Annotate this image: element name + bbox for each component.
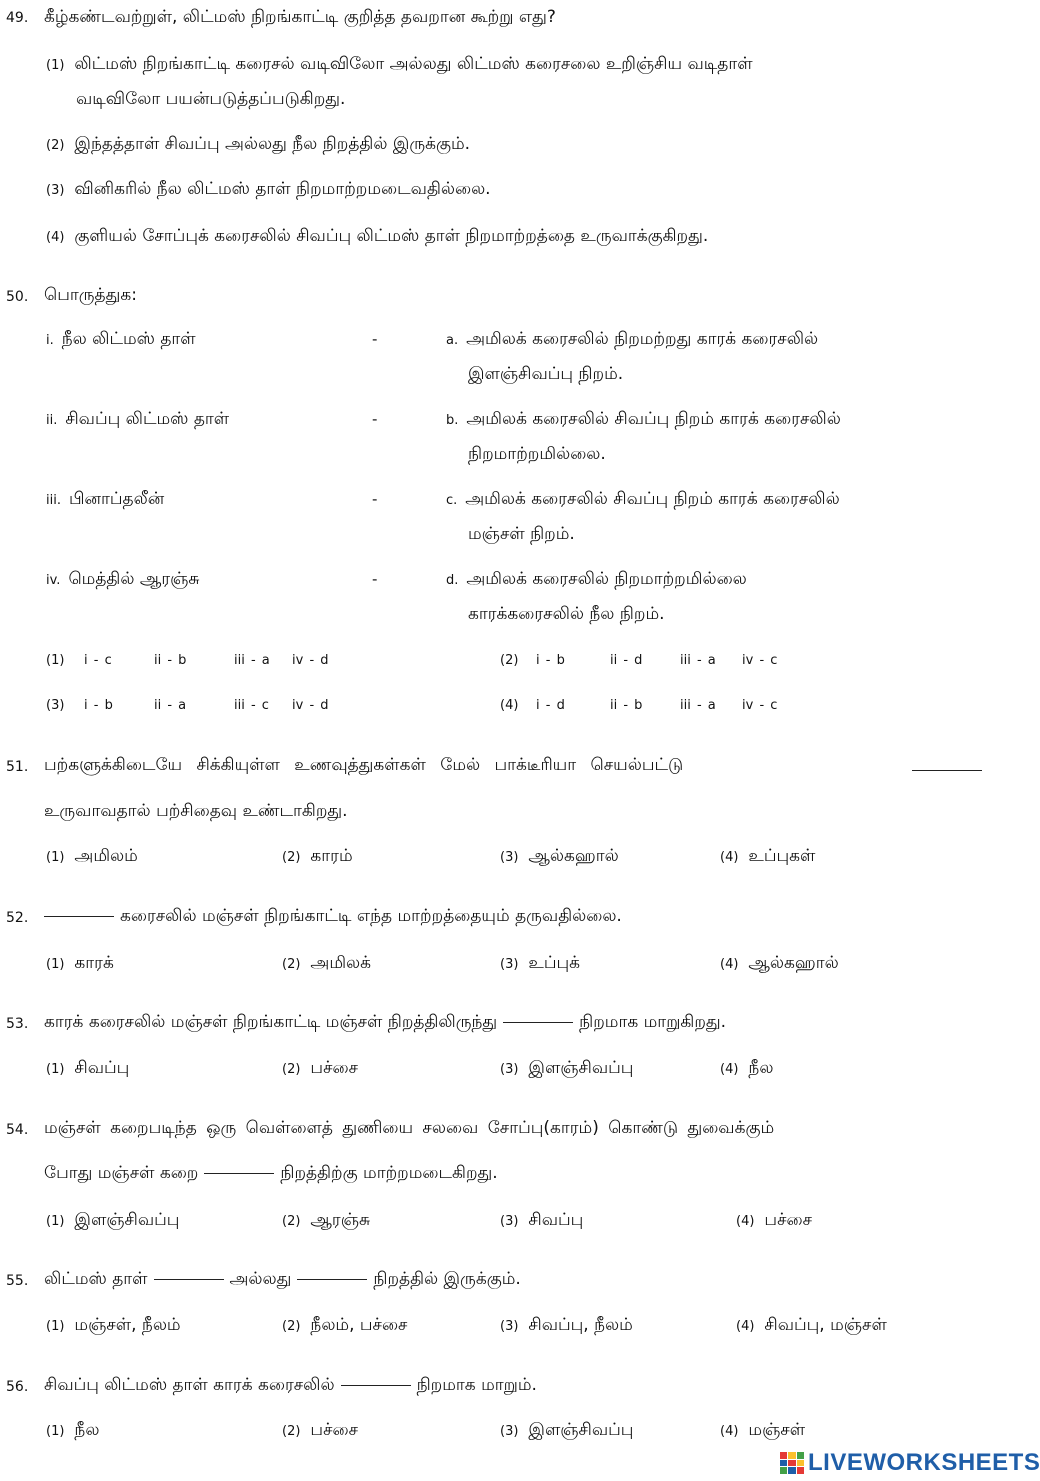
question-number: 54. <box>6 1122 29 1138</box>
answer-blank[interactable] <box>204 1172 274 1174</box>
dash: - <box>372 570 378 588</box>
match-right-c: c. அமிலக் கரைசலில் சிவப்பு நிறம் காரக் கரைசலில் <box>446 489 840 509</box>
option-4[interactable]: (4) ஆல்கஹால் <box>720 953 839 973</box>
option-2[interactable]: (2) ஆரஞ்சு <box>282 1210 371 1230</box>
option-3[interactable]: (3) சிவப்பு <box>500 1210 584 1230</box>
option-1[interactable]: (1) மஞ்சள், நீலம் <box>46 1315 181 1335</box>
option-4[interactable]: (4) உப்புகள் <box>720 846 816 866</box>
option-4[interactable]: (4) நீல <box>720 1058 774 1078</box>
question-text: கீழ்கண்டவற்றுள், லிட்மஸ் நிறங்காட்டி குறித்த தவறான கூற்று எது? <box>44 7 556 27</box>
question-number: 50. <box>6 289 29 305</box>
question-number: 49. <box>6 10 29 26</box>
option-1[interactable]: (1) இளஞ்சிவப்பு <box>46 1210 180 1230</box>
option-1[interactable]: (1) லிட்மஸ் நிறங்காட்டி கரைசல் வடிவிலோ அல்லது லிட்மஸ் கரைசலை உறிஞ்சிய வடிதாள் <box>46 54 753 74</box>
match-right-c-continued: மஞ்சள் நிறம். <box>468 524 575 544</box>
dash: - <box>372 410 378 428</box>
option-2[interactable]: (2) அமிலக் <box>282 953 372 973</box>
answer-blank[interactable] <box>503 1021 573 1023</box>
liveworksheets-logo[interactable] <box>780 1449 1040 1477</box>
match-left-ii: ii. சிவப்பு லிட்மஸ் தாள் <box>46 409 230 429</box>
option-3[interactable]: (3) இளஞ்சிவப்பு <box>500 1420 634 1440</box>
answer-blank-2[interactable] <box>297 1278 367 1280</box>
match-left-iii: iii. பினாப்தலீன் <box>46 489 165 509</box>
option-3[interactable]: (3) வினிகரில் நீல லிட்மஸ் தாள் நிறமாற்றமடைவதில்லை. <box>46 179 491 199</box>
question-number: 52. <box>6 910 29 926</box>
option-4[interactable]: (4) i - d ii - b iii - a iv - c <box>500 698 778 713</box>
match-right-b-continued: நிறமாற்றமில்லை. <box>468 444 606 464</box>
option-1[interactable]: (1) i - c ii - b iii - a iv - d <box>46 653 329 668</box>
option-4[interactable]: (4) மஞ்சள் <box>720 1420 806 1440</box>
answer-blank[interactable] <box>44 915 114 917</box>
option-1[interactable]: (1) சிவப்பு <box>46 1058 130 1078</box>
question-text: சிவப்பு லிட்மஸ் தாள் காரக் கரைசலில் நிறமாக மாறும். <box>44 1375 537 1395</box>
option-2[interactable]: (2) பச்சை <box>282 1058 358 1078</box>
question-text-continued: போது மஞ்சள் கறை நிறத்திற்கு மாற்றமடைகிறது. <box>44 1163 498 1183</box>
answer-blank-1[interactable] <box>154 1278 224 1280</box>
match-left-i: i. நீல லிட்மஸ் தாள் <box>46 329 196 349</box>
question-number: 55. <box>6 1273 29 1289</box>
option-1[interactable]: (1) அமிலம் <box>46 846 138 866</box>
question-text-continued: உருவாவதால் பற்சிதைவு உண்டாகிறது. <box>44 801 348 821</box>
option-4[interactable]: (4) குளியல் சோப்புக் கரைசலில் சிவப்பு லிட்மஸ் தாள் நிறமாற்றத்தை உருவாக்குகிறது. <box>46 226 709 246</box>
option-2[interactable]: (2) இந்தத்தாள் சிவப்பு அல்லது நீல நிறத்தில் இருக்கும். <box>46 134 471 154</box>
match-left-iv: iv. மெத்தில் ஆரஞ்சு <box>46 569 200 589</box>
answer-blank[interactable] <box>912 769 982 771</box>
question-number: 51. <box>6 759 29 775</box>
option-2[interactable]: (2) நீலம், பச்சை <box>282 1315 408 1335</box>
option-4[interactable]: (4) பச்சை <box>736 1210 812 1230</box>
question-text: கரைசலில் மஞ்சள் நிறங்காட்டி எந்த மாற்றத்தையும் தருவதில்லை. <box>44 906 622 926</box>
option-2[interactable]: (2) பச்சை <box>282 1420 358 1440</box>
option-3[interactable]: (3) சிவப்பு, நீலம் <box>500 1315 633 1335</box>
option-2[interactable]: (2) காரம் <box>282 846 353 866</box>
question-number: 56. <box>6 1379 29 1395</box>
dash: - <box>372 490 378 508</box>
option-1[interactable]: (1) காரக் <box>46 953 114 973</box>
logo-grid-icon <box>780 1452 804 1474</box>
option-1-continued: வடிவிலோ பயன்படுத்தப்படுகிறது. <box>76 89 346 109</box>
dash: - <box>372 330 378 348</box>
option-3[interactable]: (3) உப்புக் <box>500 953 581 973</box>
option-4[interactable]: (4) சிவப்பு, மஞ்சள் <box>736 1315 887 1335</box>
question-text: மஞ்சள் கறைபடிந்த ஒரு வெள்ளைத் துணியை சலவை சோப்பு(காரம்) கொண்டு துவைக்கும் <box>44 1118 775 1138</box>
option-3[interactable]: (3) ஆல்கஹால் <box>500 846 619 866</box>
option-3[interactable]: (3) இளஞ்சிவப்பு <box>500 1058 634 1078</box>
option-3[interactable]: (3) i - b ii - a iii - c iv - d <box>46 698 329 713</box>
logo-text: LIVEWORKSHEETS <box>808 1449 1040 1476</box>
match-right-a-continued: இளஞ்சிவப்பு நிறம். <box>468 364 624 384</box>
option-1[interactable]: (1) நீல <box>46 1420 100 1440</box>
option-2[interactable]: (2) i - b ii - d iii - a iv - c <box>500 653 778 668</box>
match-right-a: a. அமிலக் கரைசலில் நிறமற்றது காரக் கரைசலில் <box>446 329 819 349</box>
match-right-b: b. அமிலக் கரைசலில் சிவப்பு நிறம் காரக் கரைசலில் <box>446 409 841 429</box>
question-text: பற்களுக்கிடையே சிக்கியுள்ள உணவுத்துகள்கள் மேல் பாக்டீரியா செயல்பட்டு <box>44 755 684 775</box>
match-right-d-continued: காரக்கரைசலில் நீல நிறம். <box>468 604 665 624</box>
question-text: காரக் கரைசலில் மஞ்சள் நிறங்காட்டி மஞ்சள் நிறத்திலிருந்து நிறமாக மாறுகிறது. <box>44 1012 727 1032</box>
answer-blank[interactable] <box>341 1384 411 1386</box>
question-number: 53. <box>6 1016 29 1032</box>
match-right-d: d. அமிலக் கரைசலில் நிறமாற்றமில்லை <box>446 569 747 589</box>
question-text: பொருத்துக: <box>44 285 137 305</box>
question-text: லிட்மஸ் தாள் அல்லது நிறத்தில் இருக்கும். <box>44 1269 521 1289</box>
